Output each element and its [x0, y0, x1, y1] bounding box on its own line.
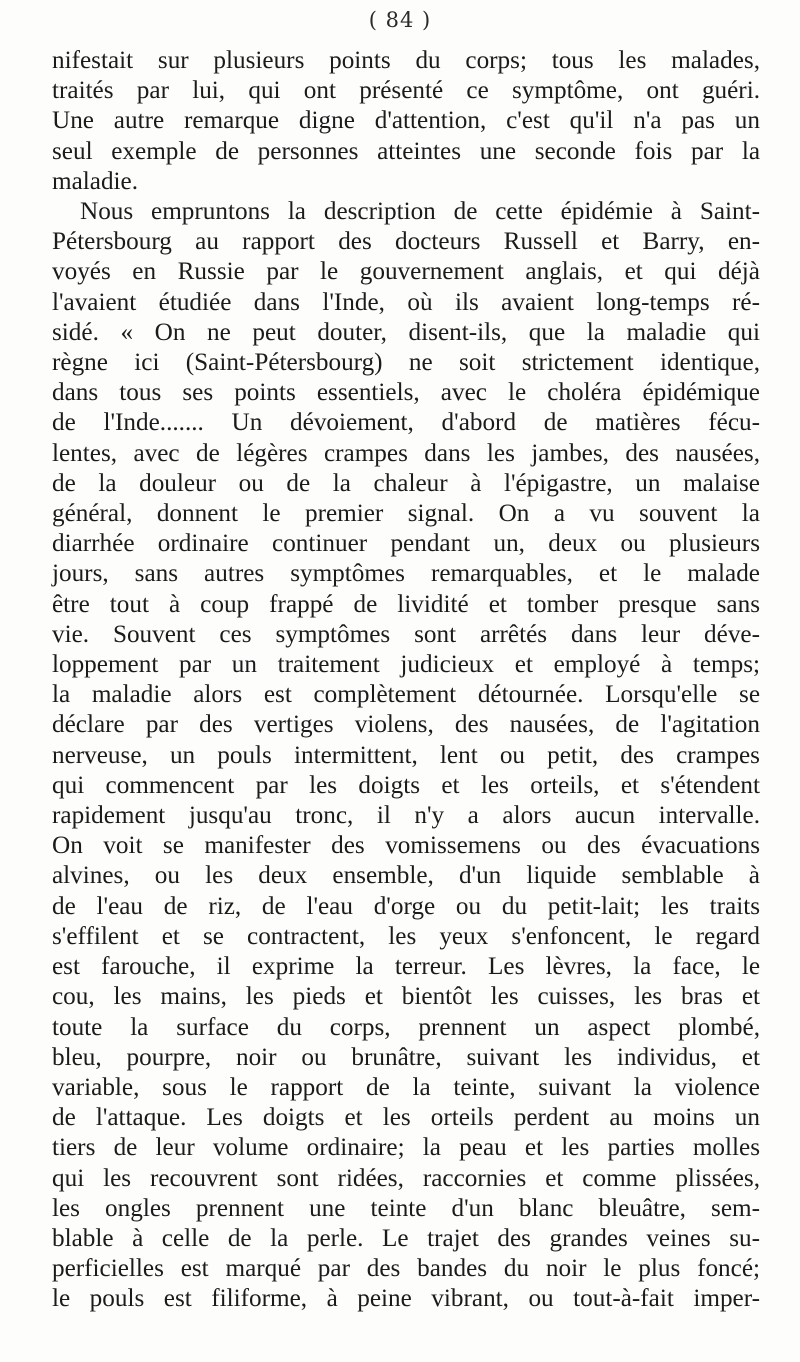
text-line: les ongles prennent une teinte d'un blanc bleuâtre, sem-: [52, 1194, 760, 1222]
text-line: qui les recouvrent sont ridées, raccornies et comme plissées,: [52, 1164, 760, 1192]
text-line: alvines, ou les deux ensemble, d'un liquide semblable à: [52, 862, 760, 890]
text-line: voyés en Russie par le gouvernement anglais, et qui déjà: [52, 258, 760, 286]
text-line: de l'eau de riz, de l'eau d'orge ou du petit-lait; les traits: [52, 892, 760, 920]
text-line: Nous empruntons la description de cette épidémie à Saint-: [80, 198, 760, 226]
text-line: sidé. « On ne peut douter, disent-ils, que la maladie qui: [52, 318, 760, 346]
text-line: déclare par des vertiges violens, des nausées, de l'agitation: [52, 711, 760, 739]
text-line: vie. Souvent ces symptômes sont arrêtés dans leur déve-: [52, 620, 760, 648]
text-line: être tout à coup frappé de lividité et tomber presque sans: [52, 590, 760, 618]
text-line: tiers de leur volume ordinaire; la peau et les parties molles: [52, 1134, 760, 1162]
text-line: nerveuse, un pouls intermittent, lent ou petit, des crampes: [52, 741, 760, 769]
text-line: dans tous ses points essentiels, avec le choléra épidémique: [52, 379, 760, 407]
text-line: On voit se manifester des vomissemens ou des évacuations: [52, 832, 760, 860]
text-line: blable à celle de la perle. Le trajet des grandes veines su-: [52, 1224, 760, 1252]
text-line: Une autre remarque digne d'attention, c'est qu'il n'a pas un: [52, 107, 760, 135]
text-line: la maladie alors est complètement détournée. Lorsqu'elle se: [52, 681, 760, 709]
text-line: général, donnent le premier signal. On a vu souvent la: [52, 500, 760, 528]
text-line: règne ici (Saint-Pétersbourg) ne soit strictement identique,: [52, 349, 760, 377]
page-number: ( 84 ): [368, 8, 432, 32]
text-line: de l'attaque. Les doigts et les orteils perdent au moins un: [52, 1104, 760, 1132]
text-line: le pouls est filiforme, à peine vibrant, ou tout-à-fait imper-: [52, 1285, 760, 1313]
text-line: variable, sous le rapport de la teinte, suivant la violence: [52, 1073, 760, 1101]
text-line: bleu, pourpre, noir ou brunâtre, suivant les individus, et: [52, 1043, 760, 1071]
text-line: lentes, avec de légères crampes dans les jambes, des nausées,: [52, 439, 760, 467]
text-line: loppement par un traitement judicieux et employé à temps;: [52, 651, 760, 679]
text-line: perficielles est marqué par des bandes du noir le plus foncé;: [52, 1255, 760, 1283]
text-line: de l'Inde....... Un dévoiement, d'abord de matières fécu-: [52, 409, 760, 437]
text-line: de la douleur ou de la chaleur à l'épigastre, un malaise: [52, 469, 760, 497]
text-line: rapidement jusqu'au tronc, il n'y a alors aucun intervalle.: [52, 802, 760, 830]
text-line: cou, les mains, les pieds et bientôt les cuisses, les bras et: [52, 983, 760, 1011]
text-line: diarrhée ordinaire continuer pendant un, deux ou plusieurs: [52, 530, 760, 558]
text-line: est farouche, il exprime la terreur. Les lèvres, la face, le: [52, 953, 760, 981]
text-line: seul exemple de personnes atteintes une seconde fois par la: [52, 137, 760, 165]
text-line: maladie.: [52, 167, 139, 195]
text-line: jours, sans autres symptômes remarquables, et le malade: [52, 560, 760, 588]
text-line: toute la surface du corps, prennent un aspect plombé,: [52, 1013, 760, 1041]
text-line: qui commencent par les doigts et les orteils, et s'étendent: [52, 771, 760, 799]
body-text: [52, 46, 760, 1315]
text-line: s'effilent et se contractent, les yeux s'enfoncent, le regard: [52, 922, 760, 950]
text-line: l'avaient étudiée dans l'Inde, où ils avaient long-temps ré-: [52, 288, 760, 316]
text-line: traités par lui, qui ont présenté ce symptôme, ont guéri.: [52, 77, 760, 105]
text-line: Pétersbourg au rapport des docteurs Russell et Barry, en-: [52, 228, 760, 256]
text-line: nifestait sur plusieurs points du corps; tous les malades,: [52, 47, 760, 74]
